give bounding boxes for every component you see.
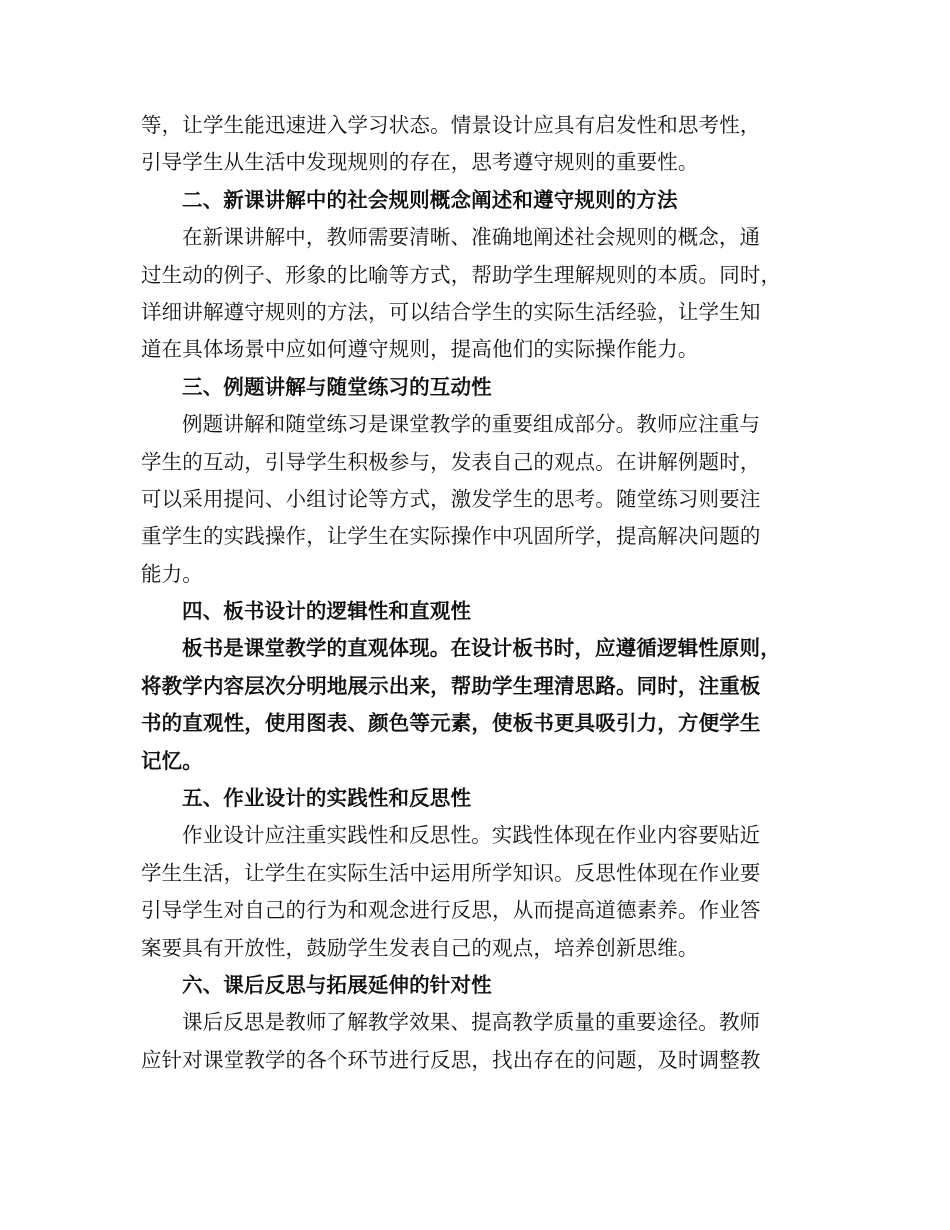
paragraph-section-3 — [141, 406, 801, 593]
text-line: 过生动的例子、形象的比喻等方式，帮助学生理解规则的本质。同时， — [141, 262, 782, 287]
text-line: 应针对课堂教学的各个环节进行反思，找出存在的问题，及时调整教 — [141, 1047, 761, 1072]
text-line: 详细讲解遵守规则的方法，可以结合学生的实际生活经验，让学生知 — [141, 299, 761, 324]
heading-text: 六、课后反思与拓展延伸的针对性 — [182, 972, 492, 997]
section-heading-2 — [141, 182, 801, 219]
paragraph-intro-continuation — [141, 107, 801, 182]
section-heading-5 — [141, 780, 801, 817]
text-line: 书的直观性，使用图表、颜色等元素，使板书更具吸引力，方便学生 — [141, 711, 761, 736]
text-line: 可以采用提问、小组讨论等方式，激发学生的思考。随堂练习则要注 — [141, 486, 761, 511]
text-line: 学生的互动，引导学生积极参与，发表自己的观点。在讲解例题时， — [141, 449, 761, 474]
text-line: 案要具有开放性，鼓励学生发表自己的观点，培养创新思维。 — [141, 935, 699, 960]
paragraph-section-5 — [141, 817, 801, 967]
text-line: 引导学生从生活中发现规则的存在，思考遵守规则的重要性。 — [141, 150, 699, 175]
text-line: 板书是课堂教学的直观体现。在设计板书时，应遵循逻辑性原则， — [182, 636, 781, 661]
text-line: 能力。 — [141, 561, 203, 586]
text-line: 例题讲解和随堂练习是课堂教学的重要组成部分。教师应注重与 — [182, 412, 761, 437]
heading-text: 四、板书设计的逻辑性和直观性 — [182, 599, 472, 624]
heading-text: 三、例题讲解与随堂练习的互动性 — [182, 374, 492, 399]
text-line: 将教学内容层次分明地展示出来，帮助学生理清思路。同时，注重板 — [141, 673, 761, 698]
heading-text: 五、作业设计的实践性和反思性 — [182, 786, 472, 811]
text-line: 等，让学生能迅速进入学习状态。情景设计应具有启发性和思考性， — [141, 113, 761, 137]
text-line: 道在具体场景中应如何遵守规则，提高他们的实际操作能力。 — [141, 337, 699, 362]
text-line: 作业设计应注重实践性和反思性。实践性体现在作业内容要贴近 — [182, 823, 761, 848]
paragraph-section-4 — [141, 630, 801, 780]
paragraph-section-2 — [141, 219, 801, 369]
section-heading-6 — [141, 967, 801, 1004]
text-line: 课后反思是教师了解教学效果、提高教学质量的重要途径。教师 — [182, 1010, 761, 1035]
heading-text: 二、新课讲解中的社会规则概念阐述和遵守规则的方法 — [182, 187, 678, 212]
section-heading-4 — [141, 593, 801, 630]
section-heading-3 — [141, 369, 801, 406]
text-line: 重学生的实践操作，让学生在实际操作中巩固所学，提高解决问题的 — [141, 524, 761, 549]
text-line: 记忆。 — [141, 748, 203, 773]
text-line: 在新课讲解中，教师需要清晰、准确地阐述社会规则的概念，通 — [182, 225, 761, 250]
paragraph-section-6 — [141, 1004, 801, 1079]
text-line: 学生生活，让学生在实际生活中运用所学知识。反思性体现在作业要 — [141, 860, 761, 885]
document-body — [141, 107, 801, 1079]
text-line: 引导学生对自己的行为和观念进行反思，从而提高道德素养。作业答 — [141, 898, 761, 923]
